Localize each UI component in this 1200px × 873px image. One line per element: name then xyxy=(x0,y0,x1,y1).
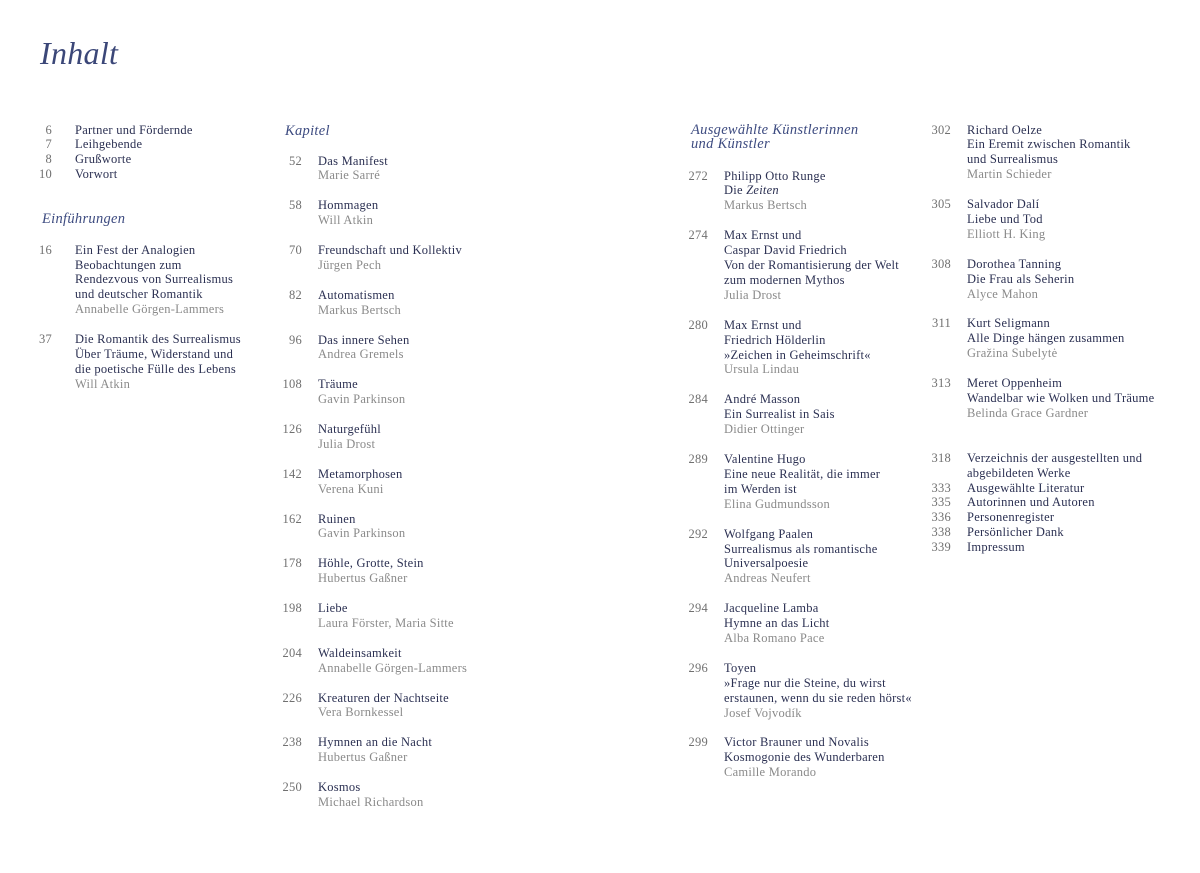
entry-author: Annabelle Görgen-Lammers xyxy=(318,660,468,675)
entry-author: Verena Kuni xyxy=(318,481,384,496)
entry-title: Liebe xyxy=(318,601,348,615)
toc-entry xyxy=(282,377,467,407)
entry-title: Richard Oelze xyxy=(967,122,1043,137)
toc-entry xyxy=(931,480,1154,496)
page-number: 70 xyxy=(289,243,302,257)
toc-entry xyxy=(282,601,467,631)
section-heading-line: Ausgewählte Künstlerinnen xyxy=(691,121,859,138)
entry-subtitle-line: die poetische Fülle des Lebens xyxy=(75,361,236,376)
page-number: 294 xyxy=(688,601,708,616)
entry-subtitle-line: erstaunen, wenn du sie reden hörst« xyxy=(724,690,912,705)
entry-title: Kreaturen der Nachtseite xyxy=(318,690,449,705)
toc-entry xyxy=(931,316,1154,361)
toc-entry xyxy=(931,525,1154,540)
toc-entry xyxy=(282,422,467,452)
page-number: 274 xyxy=(688,228,708,243)
toc-entry xyxy=(931,495,1154,510)
entry-author: Belinda Grace Gardner xyxy=(967,405,1089,420)
entry-author: Vera Bornkessel xyxy=(318,705,404,720)
toc-entry xyxy=(289,198,467,228)
toc-entry xyxy=(282,735,467,765)
toc-entry xyxy=(688,526,912,587)
entry-author: Markus Bertsch xyxy=(724,198,807,213)
entry-title: Ruinen xyxy=(318,511,356,526)
entry-title: Höhle, Grotte, Stein xyxy=(318,556,424,571)
entry-subtitle-line: Liebe und Tod xyxy=(967,212,1043,227)
entry-title: Toyen xyxy=(724,660,757,675)
page-title: Inhalt xyxy=(40,35,119,71)
entry-author: Martin Schieder xyxy=(967,167,1052,182)
page-number: 10 xyxy=(39,167,52,182)
entry-title: Persönlicher Dank xyxy=(967,525,1064,540)
page-number: 6 xyxy=(45,122,52,137)
entry-author: Hubertus Gaßner xyxy=(318,750,408,765)
page-number: 292 xyxy=(688,526,708,541)
page-number: 335 xyxy=(931,495,951,510)
toc-entry xyxy=(931,510,1154,525)
toc-entry xyxy=(931,197,1154,242)
page-number: 8 xyxy=(45,152,52,167)
entry-author: Gražina Subelytė xyxy=(967,346,1058,361)
entry-title: Hommagen xyxy=(318,198,379,213)
entry-subtitle-line: Friedrich Hölderlin xyxy=(724,332,826,347)
back-matter-list xyxy=(931,450,1154,555)
page-number: 198 xyxy=(282,601,302,615)
entry-title: André Masson xyxy=(724,392,801,407)
section-heading-line: und Künstler xyxy=(691,136,770,153)
entry-author: Camille Morando xyxy=(724,765,817,780)
entry-subtitle-line: »Frage nur die Steine, du wirst xyxy=(724,675,886,690)
toc-entry xyxy=(688,735,912,780)
page-number: 318 xyxy=(931,450,951,465)
entry-author: Andreas Neufert xyxy=(724,571,811,586)
entry-subtitle-line: Eine neue Realität, die immer xyxy=(724,466,881,481)
entry-subtitle-line: Hymne an das Licht xyxy=(724,616,830,631)
artists-list xyxy=(688,168,912,781)
entry-author: Ursula Lindau xyxy=(724,362,800,377)
entry-title: Valentine Hugo xyxy=(724,451,806,466)
entry-title: Autorinnen und Autoren xyxy=(967,495,1095,510)
toc-entry xyxy=(282,511,467,542)
page-number: 336 xyxy=(931,510,951,525)
page-number: 289 xyxy=(688,451,708,466)
toc-entry xyxy=(282,780,467,810)
toc-entry xyxy=(931,450,1154,481)
entry-title: Salvador Dalí xyxy=(967,197,1040,212)
toc-entry xyxy=(931,376,1155,421)
toc-entry xyxy=(688,451,912,512)
page-number: 226 xyxy=(282,690,302,705)
entry-subtitle-line: und deutscher Romantik xyxy=(75,287,203,302)
page-number: 58 xyxy=(289,198,302,213)
entry-subtitle-line: Ein Eremit zwischen Romantik xyxy=(967,137,1131,152)
entry-author: Julia Drost xyxy=(318,436,376,451)
page-number: 284 xyxy=(688,392,708,407)
introductions-list xyxy=(39,242,241,392)
entry-author: Alba Romano Pace xyxy=(724,631,825,646)
page-number: 338 xyxy=(931,525,951,540)
page-number: 299 xyxy=(688,735,708,750)
toc-entry xyxy=(45,122,241,138)
toc-entry xyxy=(282,556,467,586)
entry-author: Elliott H. King xyxy=(967,226,1046,241)
entry-subtitle-line: Ein Surrealist in Sais xyxy=(724,407,835,422)
page-number: 178 xyxy=(282,556,302,571)
entry-author: Will Atkin xyxy=(75,376,131,391)
page-number: 302 xyxy=(931,122,951,137)
entry-subtitle-line: und Surrealismus xyxy=(967,152,1059,167)
page-number: 204 xyxy=(282,645,302,660)
toc-entry xyxy=(688,601,912,646)
entry-subtitle-line: Caspar David Friedrich xyxy=(724,243,847,258)
entry-title: Ein Fest der Analogien xyxy=(75,242,196,257)
entry-author: Alyce Mahon xyxy=(967,286,1039,301)
entry-title: Max Ernst und xyxy=(724,317,802,332)
toc-entry xyxy=(282,466,467,497)
page-number: 7 xyxy=(45,137,52,152)
toc-entry xyxy=(39,332,241,392)
entry-subtitle-line: Wandelbar wie Wolken und Träume xyxy=(967,391,1155,406)
toc-entry xyxy=(45,137,241,152)
page-number: 96 xyxy=(289,332,302,347)
entry-subtitle-line xyxy=(724,183,912,198)
entry-author: Gavin Parkinson xyxy=(318,526,406,541)
entry-author: Marie Sarré xyxy=(318,168,381,183)
entry-subtitle-line: Von der Romantisierung der Welt xyxy=(724,258,900,273)
entry-title: Die Romantik des Surrealismus xyxy=(75,332,241,347)
page-number: 82 xyxy=(289,287,302,302)
entry-subtitle-line: Surrealismus als romantische xyxy=(724,541,878,556)
toc-entry xyxy=(39,167,241,182)
page-number: 52 xyxy=(289,153,302,168)
toc-entry xyxy=(39,242,241,318)
entry-subtitle-line: Alle Dinge hängen zusammen xyxy=(967,331,1125,346)
entry-subtitle-line: Die Frau als Seherin xyxy=(967,271,1075,286)
entry-author: Hubertus Gaßner xyxy=(318,571,408,586)
page-number: 313 xyxy=(931,376,951,391)
page-number: 37 xyxy=(39,332,52,347)
page-number: 272 xyxy=(688,168,708,183)
entry-author: Annabelle Görgen-Lammers xyxy=(75,302,225,317)
column-chapters xyxy=(282,122,468,810)
entry-author: Markus Bertsch xyxy=(318,302,401,317)
page-number: 333 xyxy=(931,480,951,495)
entry-title: Kurt Seligmann xyxy=(967,316,1051,331)
entry-title: Victor Brauner und Novalis xyxy=(724,735,869,750)
entry-title: Meret Oppenheim xyxy=(967,376,1063,391)
toc-entry xyxy=(45,152,241,167)
page-number: 308 xyxy=(931,256,951,271)
entry-title: Jacqueline Lamba xyxy=(724,601,819,616)
toc-entry xyxy=(289,153,467,184)
entry-subtitle-line: »Zeichen in Geheimschrift« xyxy=(724,347,871,362)
toc-entry xyxy=(282,645,468,676)
toc-entry xyxy=(289,332,467,363)
entry-subtitle-line: abgebildeten Werke xyxy=(967,465,1071,480)
entry-title: Vorwort xyxy=(75,167,118,182)
entry-title: Freundschaft und Kollektiv xyxy=(318,243,462,257)
entry-subtitle-line: Über Träume, Widerstand und xyxy=(75,347,234,362)
entry-title: Philipp Otto Runge xyxy=(724,168,826,183)
entry-title: Wolfgang Paalen xyxy=(724,526,814,541)
page-number: 339 xyxy=(931,540,951,555)
entry-title: Dorothea Tanning xyxy=(967,256,1062,271)
entry-title: Waldeinsamkeit xyxy=(318,645,402,660)
entry-author: Andrea Gremels xyxy=(318,347,404,362)
entry-title: Naturgefühl xyxy=(318,422,381,436)
column-artists-continued xyxy=(931,122,1155,556)
entry-author: Will Atkin xyxy=(318,213,374,228)
section-heading-chapters: Kapitel xyxy=(285,122,330,139)
page-number: 16 xyxy=(39,242,52,257)
toc-entry xyxy=(931,122,1154,183)
entry-title: Metamorphosen xyxy=(318,466,403,481)
section-heading-introductions: Einführungen xyxy=(42,210,126,227)
entry-title: Hymnen an die Nacht xyxy=(318,735,433,750)
entry-subtitle-line: Universalpoesie xyxy=(724,556,809,571)
entry-author: Elina Gudmundsson xyxy=(724,496,830,511)
toc-entry xyxy=(289,243,467,273)
entry-author: Julia Drost xyxy=(724,287,782,302)
page-number: 162 xyxy=(282,511,302,526)
entry-author: Didier Ottinger xyxy=(724,422,805,437)
entry-title: Verzeichnis der ausgestellten und xyxy=(967,450,1143,465)
column-front-matter xyxy=(39,122,241,392)
entry-subtitle-line: Kosmogonie des Wunderbaren xyxy=(724,750,885,765)
entry-subtitle-line: im Werden ist xyxy=(724,481,797,496)
page-number: 126 xyxy=(282,422,302,436)
toc-entry xyxy=(289,287,467,318)
toc-entry xyxy=(688,392,912,437)
entry-title: Grußworte xyxy=(75,152,132,167)
entry-title: Partner und Fördernde xyxy=(75,122,193,137)
entry-title: Max Ernst und xyxy=(724,228,802,243)
toc-entry xyxy=(931,540,1154,555)
chapters-list xyxy=(282,153,468,810)
toc-entry xyxy=(688,317,912,378)
entry-title: Personenregister xyxy=(967,510,1055,525)
entry-title: Automatismen xyxy=(318,287,395,302)
column-artists xyxy=(688,121,912,781)
entry-title: Kosmos xyxy=(318,780,361,794)
section-heading-artists xyxy=(691,123,912,153)
toc-entry xyxy=(931,256,1154,302)
page-number: 280 xyxy=(688,317,708,332)
entry-author: Gavin Parkinson xyxy=(318,392,406,407)
entry-title: Leihgebende xyxy=(75,137,143,152)
toc-entry xyxy=(688,168,912,214)
entry-title: Das innere Sehen xyxy=(318,332,410,347)
entry-author: Jürgen Pech xyxy=(318,257,382,272)
page-number: 108 xyxy=(282,377,302,392)
toc-entry xyxy=(282,690,467,721)
entry-title: Ausgewählte Literatur xyxy=(967,480,1085,495)
entry-title: Das Manifest xyxy=(318,153,388,168)
entry-subtitle-line: Beobachtungen zum xyxy=(75,257,182,272)
page-number: 250 xyxy=(282,780,302,794)
text-segment: Die xyxy=(724,183,747,198)
entry-author: Laura Förster, Maria Sitte xyxy=(318,615,454,630)
toc-entry xyxy=(688,660,912,721)
entry-author: Josef Vojvodík xyxy=(724,705,802,720)
entry-title: Impressum xyxy=(967,540,1025,555)
page-number: 238 xyxy=(282,735,302,750)
artists-list-continued xyxy=(931,122,1155,421)
entry-author: Michael Richardson xyxy=(318,794,424,809)
page-number: 311 xyxy=(931,316,951,331)
entry-subtitle-line: zum modernen Mythos xyxy=(724,272,845,287)
toc-entry xyxy=(688,228,912,303)
page-number: 305 xyxy=(931,197,951,212)
page-number: 142 xyxy=(282,466,302,481)
emphasized-text: Zeiten xyxy=(746,183,779,198)
entry-subtitle-line: Rendezvous von Surrealismus xyxy=(75,272,234,287)
front-matter-list xyxy=(39,122,241,183)
page-number: 296 xyxy=(688,660,708,675)
entry-title: Träume xyxy=(318,377,358,392)
